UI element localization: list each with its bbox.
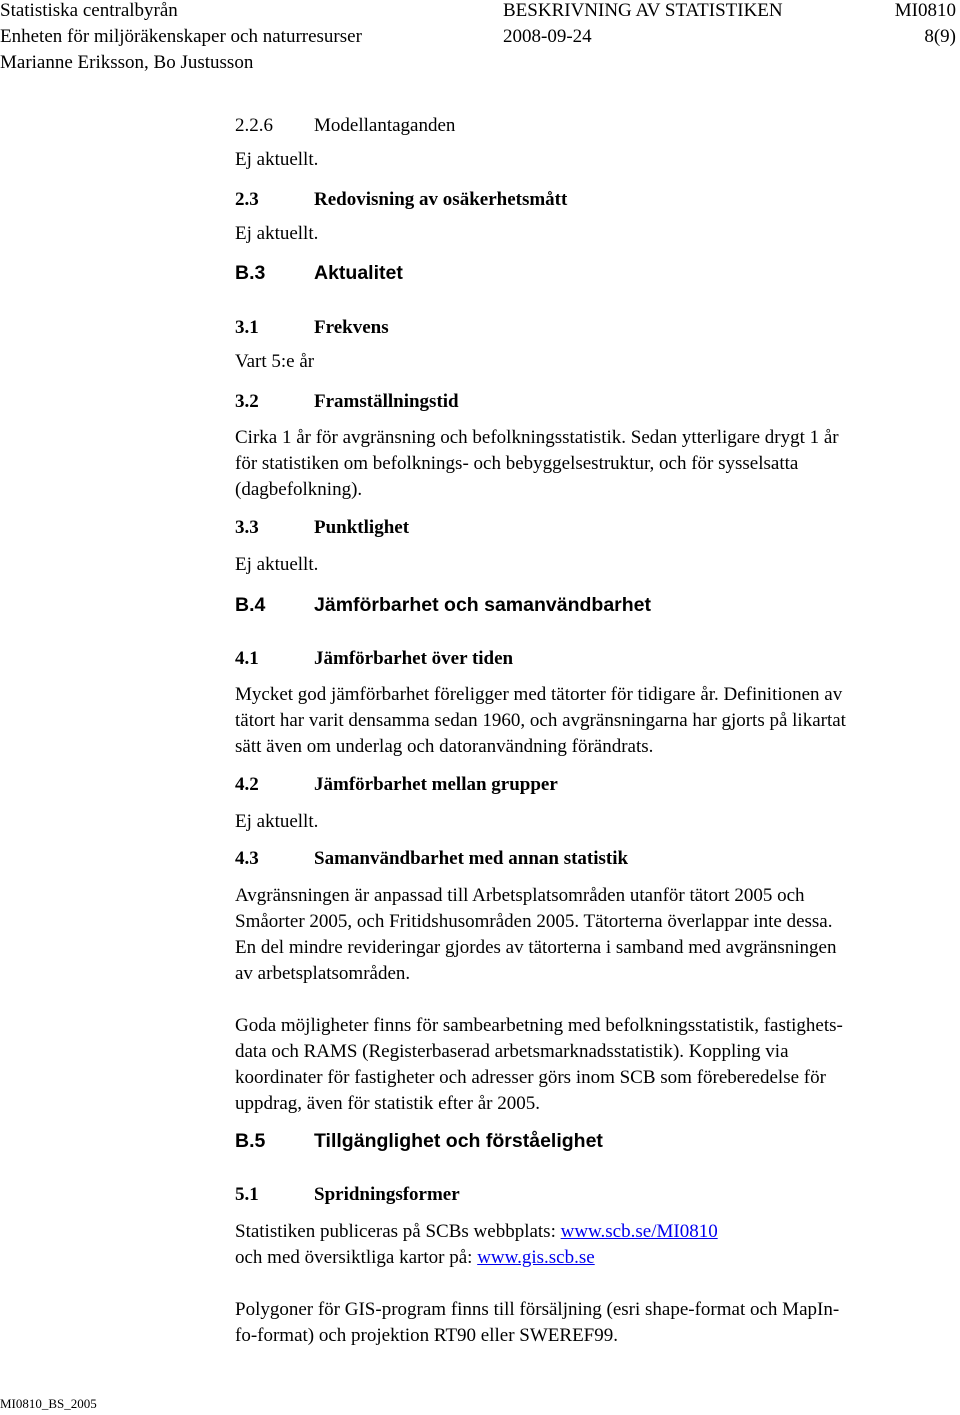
section-body-2-3: Ej aktuellt. <box>235 223 319 244</box>
section-heading-2-2-6 <box>235 114 455 138</box>
section-number: 3.3 <box>235 517 259 538</box>
section-number: 2.3 <box>235 189 259 210</box>
section-number: 4.1 <box>235 648 259 669</box>
section-heading-3-2 <box>235 390 459 414</box>
section-title: Jämförbarhet över tiden <box>314 648 514 669</box>
section-heading-5-1 <box>235 1183 460 1207</box>
section-paragraph-4-3-b <box>235 1013 843 1117</box>
paragraph-line: av arbetsplatsområden. <box>235 963 411 984</box>
chapter-title: Aktualitet <box>314 262 403 284</box>
section-paragraph-5-1-gis <box>235 1297 839 1349</box>
section-number: 2.2.6 <box>235 115 273 136</box>
paragraph-line: data och RAMS (Registerbaserad arbetsmarknadsstatistik). Koppling via <box>235 1041 789 1062</box>
chapter-number: B.4 <box>235 594 266 616</box>
section-title: Redovisning av osäkerhetsmått <box>314 189 568 210</box>
section-title: Modellantaganden <box>314 115 456 136</box>
section-title: Frekvens <box>314 317 389 338</box>
header-doc-type: BESKRIVNING AV STATISTIKEN <box>503 0 783 21</box>
section-heading-4-3 <box>235 847 628 871</box>
paragraph-line: för statistiken om befolknings- och bebyggelsestruktur, och för sysselsatta <box>235 453 799 474</box>
paragraph-line: Avgränsningen är anpassad till Arbetsplatsområden utanför tätort 2005 och <box>235 885 805 906</box>
section-body-2-2-6: Ej aktuellt. <box>235 149 319 170</box>
section-title: Spridningsformer <box>314 1184 460 1205</box>
section-title: Jämförbarhet mellan grupper <box>314 774 558 795</box>
header-page-number: 8(9) <box>924 26 956 47</box>
header-authors: Marianne Eriksson, Bo Justusson <box>0 52 254 73</box>
section-number: 4.2 <box>235 774 259 795</box>
section-heading-4-2 <box>235 773 558 797</box>
paragraph-line: En del mindre revideringar gjordes av tätorterna i samband med avgränsningen <box>235 937 837 958</box>
gis-webpage-link[interactable]: www.gis.scb.se <box>477 1247 595 1268</box>
section-heading-3-3 <box>235 516 409 540</box>
scb-webpage-link[interactable]: www.scb.se/MI0810 <box>560 1221 718 1242</box>
section-number: 3.1 <box>235 317 259 338</box>
paragraph-line: fo-format) och projektion RT90 eller SWEREF99. <box>235 1325 618 1346</box>
link-prefix-text: och med översiktliga kartor på: <box>235 1247 478 1268</box>
chapter-number: B.5 <box>235 1130 266 1152</box>
section-number: 3.2 <box>235 391 259 412</box>
section-title: Framställningstid <box>314 391 459 412</box>
link-prefix-text: Statistiken publiceras på SCBs webbplats: <box>235 1221 561 1242</box>
paragraph-line: tätort har varit densamma sedan 1960, och avgränsningarna har gjorts på likartat <box>235 710 846 731</box>
section-title: Punktlighet <box>314 517 410 538</box>
section-number: 5.1 <box>235 1184 259 1205</box>
paragraph-line: sätt även om underlag och datoranvändning förändrats. <box>235 736 654 757</box>
header-org: Statistiska centralbyrån <box>0 0 178 21</box>
paragraph-line: Mycket god jämförbarhet föreligger med tätorter för tidigare år. Definitionen av <box>235 684 843 705</box>
header-unit: Enheten för miljöräkenskaper och naturresurser <box>0 26 362 47</box>
header-doc-code: MI0810 <box>894 0 956 21</box>
section-paragraph-3-2 <box>235 425 839 503</box>
paragraph-line: Cirka 1 år för avgränsning och befolkningsstatistik. Sedan ytterligare drygt 1 år <box>235 427 839 448</box>
paragraph-line: (dagbefolkning). <box>235 479 363 500</box>
section-heading-2-3 <box>235 188 567 212</box>
paragraph-line: uppdrag, även för statistik efter år 2005. <box>235 1093 540 1114</box>
section-title: Samanvändbarhet med annan statistik <box>314 848 629 869</box>
section-paragraph-4-3-a <box>235 883 836 987</box>
paragraph-line <box>235 1245 718 1271</box>
chapter-title: Jämförbarhet och samanvändbarhet <box>314 594 652 616</box>
header-date: 2008-09-24 <box>503 26 592 47</box>
paragraph-line: Småorter 2005, och Fritidshusområden 2005. Tätorterna överlappar inte dessa. <box>235 911 833 932</box>
chapter-number: B.3 <box>235 262 266 284</box>
section-body-3-3: Ej aktuellt. <box>235 554 319 575</box>
section-heading-3-1 <box>235 316 389 340</box>
paragraph-line <box>235 1219 718 1245</box>
paragraph-line: koordinater för fastigheter och adresser görs inom SCB som föreberedelse för <box>235 1067 826 1088</box>
section-body-3-1: Vart 5:e år <box>235 351 315 372</box>
chapter-title: Tillgänglighet och förståelighet <box>314 1130 603 1152</box>
section-heading-4-1 <box>235 647 513 671</box>
chapter-heading-b5 <box>235 1129 603 1153</box>
footer-doc-code: MI0810_BS_2005 <box>0 1396 97 1411</box>
section-paragraph-5-1-links <box>235 1219 718 1271</box>
section-paragraph-4-1 <box>235 682 846 760</box>
section-number: 4.3 <box>235 848 259 869</box>
chapter-heading-b4 <box>235 593 651 617</box>
paragraph-line: Goda möjligheter finns för sambearbetning med befolkningsstatistik, fastighets- <box>235 1015 843 1036</box>
section-body-4-2: Ej aktuellt. <box>235 811 319 832</box>
chapter-heading-b3 <box>235 261 403 285</box>
paragraph-line: Polygoner för GIS-program finns till försäljning (esri shape-format och MapIn- <box>235 1299 840 1320</box>
